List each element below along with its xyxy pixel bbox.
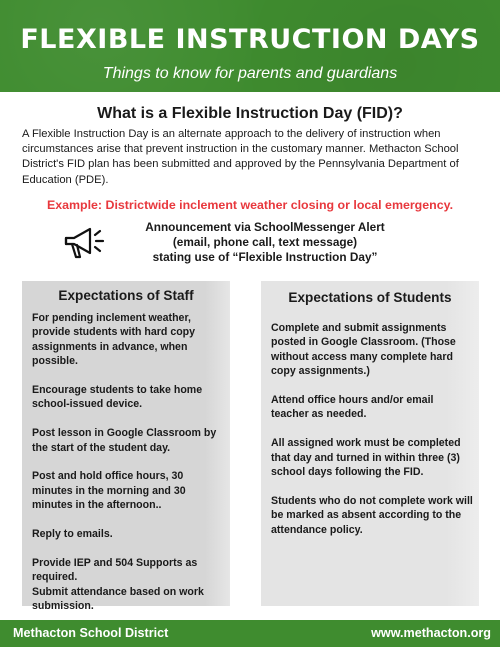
staff-item: Encourage students to take home school-issued device.	[32, 384, 203, 411]
staff-expectations-panel	[22, 281, 230, 613]
website-link[interactable]: www.methacton.org	[371, 626, 491, 640]
page-title: FLEXIBLE INSTRUCTION DAYS	[20, 24, 480, 55]
announcement-text	[120, 220, 410, 265]
student-expectations-panel	[261, 281, 479, 606]
announcement-line: (email, phone call, text message)	[172, 235, 358, 249]
student-item: Complete and submit assignments posted in Google Classroom. (Those without access many complete hard copy assignments.)	[271, 322, 456, 378]
page-subtitle: Things to know for parents and guardians	[102, 65, 398, 82]
intro-paragraph: A Flexible Instruction Day is an alternate approach to the delivery of instruction when circumstances arise that prevent instruction in the customary manner. Methacton School District's FID plan has been submitted and approved by the Pennsylvania Department of Education (PDE).	[22, 128, 459, 186]
footer-bar	[0, 620, 500, 647]
student-panel-title: Expectations of Students	[288, 290, 452, 305]
section-heading: What is a Flexible Instruction Day (FID)?	[97, 105, 403, 122]
example-callout: Example: Districtwide inclement weather closing or local emergency.	[46, 198, 454, 212]
student-item: Attend office hours and/or email teacher as needed.	[271, 394, 434, 421]
megaphone-icon	[60, 223, 108, 263]
announcement-line: stating use of “Flexible Instruction Day”	[152, 250, 378, 264]
announcement-line: Announcement via SchoolMessenger Alert	[145, 220, 385, 234]
staff-item: Provide IEP and 504 Supports as required.	[32, 556, 198, 584]
staff-panel-title: Expectations of Staff	[58, 288, 194, 303]
student-item: All assigned work must be completed that day and turned in within three (3) school days following the FID.	[271, 437, 461, 479]
staff-item: Post lesson in Google Classroom by the start of the student day.	[32, 427, 217, 454]
district-name: Methacton School District	[13, 626, 169, 640]
staff-item: Reply to emails.	[32, 528, 113, 541]
student-item: Students who do not complete work will be marked as absent according to the attendance policy.	[271, 494, 473, 536]
staff-item: For pending inclement weather, provide students with hard copy assignments in advance, when possible.	[32, 312, 196, 368]
staff-item: Post and hold office hours, 30 minutes in the morning and 30 minutes in the afternoon..	[32, 470, 186, 512]
staff-item: Submit attendance based on work submission.	[32, 585, 204, 613]
header-banner	[0, 0, 500, 92]
